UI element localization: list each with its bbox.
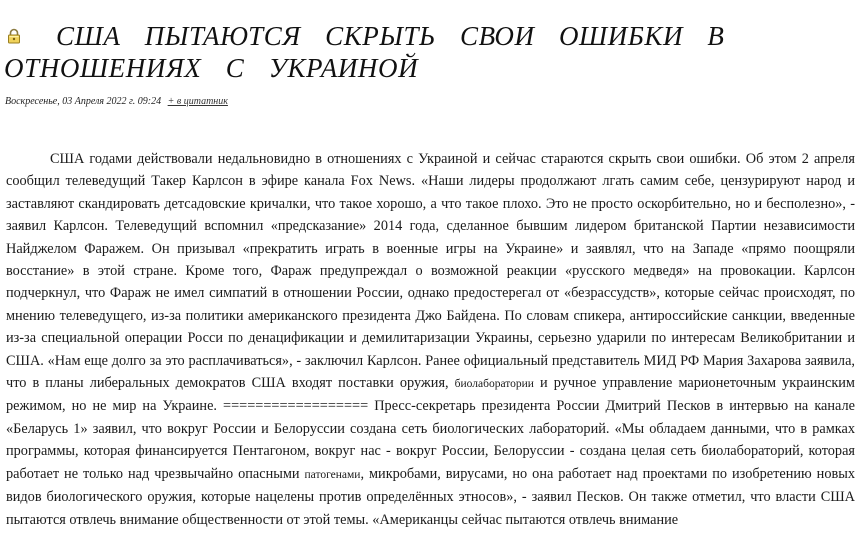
article-text-3: и ручное управление марионеточным украинским режимом, но не мир на Украине. ================== Пресс-секретарь президента России Дмитрий Песков в интервью на канале «Беларусь 1» заявил, что вокруг России и Белоруссии создана сеть биологических лабораторий. «Мы обладаем данными, что в рамках программы, которая финансируется Пентагоном, вокруг нас - вокруг России, Белоруссии - создана целая сеть биолабораторий, которая работает не только над чрезвычайно опасными xyxy=(6,375,855,482)
quote-link[interactable]: + в цитатник xyxy=(167,96,228,107)
post-meta xyxy=(5,96,228,107)
post-date: Воскресенье, 03 Апреля 2022 г. 09:24 xyxy=(5,96,162,107)
article-text-1: США годами действовали недальновидно в отношениях с Украиной и сейчас стараются скрыть свои ошибки. Об этом 2 апреля сообщил телеведущий Такер Карлсон в эфире канала Fox News. «Наши лидеры продолжают лгать самим себе, цензурируют народ и заставляют скандировать детсадовские кричалки, что такое хорошо, а что такое плохо. Это не просто оскорбительно, но и бесполезно», - заявил Карлсон. Телеведущий вспомнил «предсказание» 2014 года, сделанное бывшим лидером британской Партии независимости Найджелом Фаражем. Он призывал «прекратить играть в военные игры на Украине» и заявлял, что на Западе «прямо поощряли восстание» в этой стране. Кроме того, Фараж предупреждал о возможной реакции «русского медведя» на провокации. Карлсон подчеркнул, что Фараж не имел симпатий в отношении России, однако предостерегал от «безрассудств», которые сейчас происходят, по мнению телеведущего, из-за политики американского президента Джо Байдена. По словам спикера, антироссийские санкции, введенные из-за специальной операции Росси по денацификации и демилитаризации Украины, серьезно ударили по интересам Великобритании и США. «Нам еще долго за это расплачиваться», - заключил Карлсон. Ранее официальный представитель МИД РФ Мария Захарова заявила, что в планы либеральных демократов США входят поставки оружия, xyxy=(6,151,855,392)
article-text-4: патогенами xyxy=(304,468,361,481)
article-text-5: , микробами, вирусами, но она работает над проектами по изобретению новых видов биологического оружия, которые нацелены против определённых этносов», - заявил Песков. Он также отметил, что власти США пытаются отвлечь внимание общественности от этой темы. «Американцы сейчас пытаются отвлечь внимание xyxy=(6,465,855,528)
article-body xyxy=(6,148,855,531)
lock-icon xyxy=(6,28,22,44)
page-title: США ПЫТАЮТСЯ СКРЫТЬ СВОИ ОШИБКИ В ОТНОШЕНИЯХ С УКРАИНОЙ xyxy=(4,21,725,83)
article-text-2: биолаборатории xyxy=(454,378,534,391)
article-header xyxy=(4,20,854,84)
